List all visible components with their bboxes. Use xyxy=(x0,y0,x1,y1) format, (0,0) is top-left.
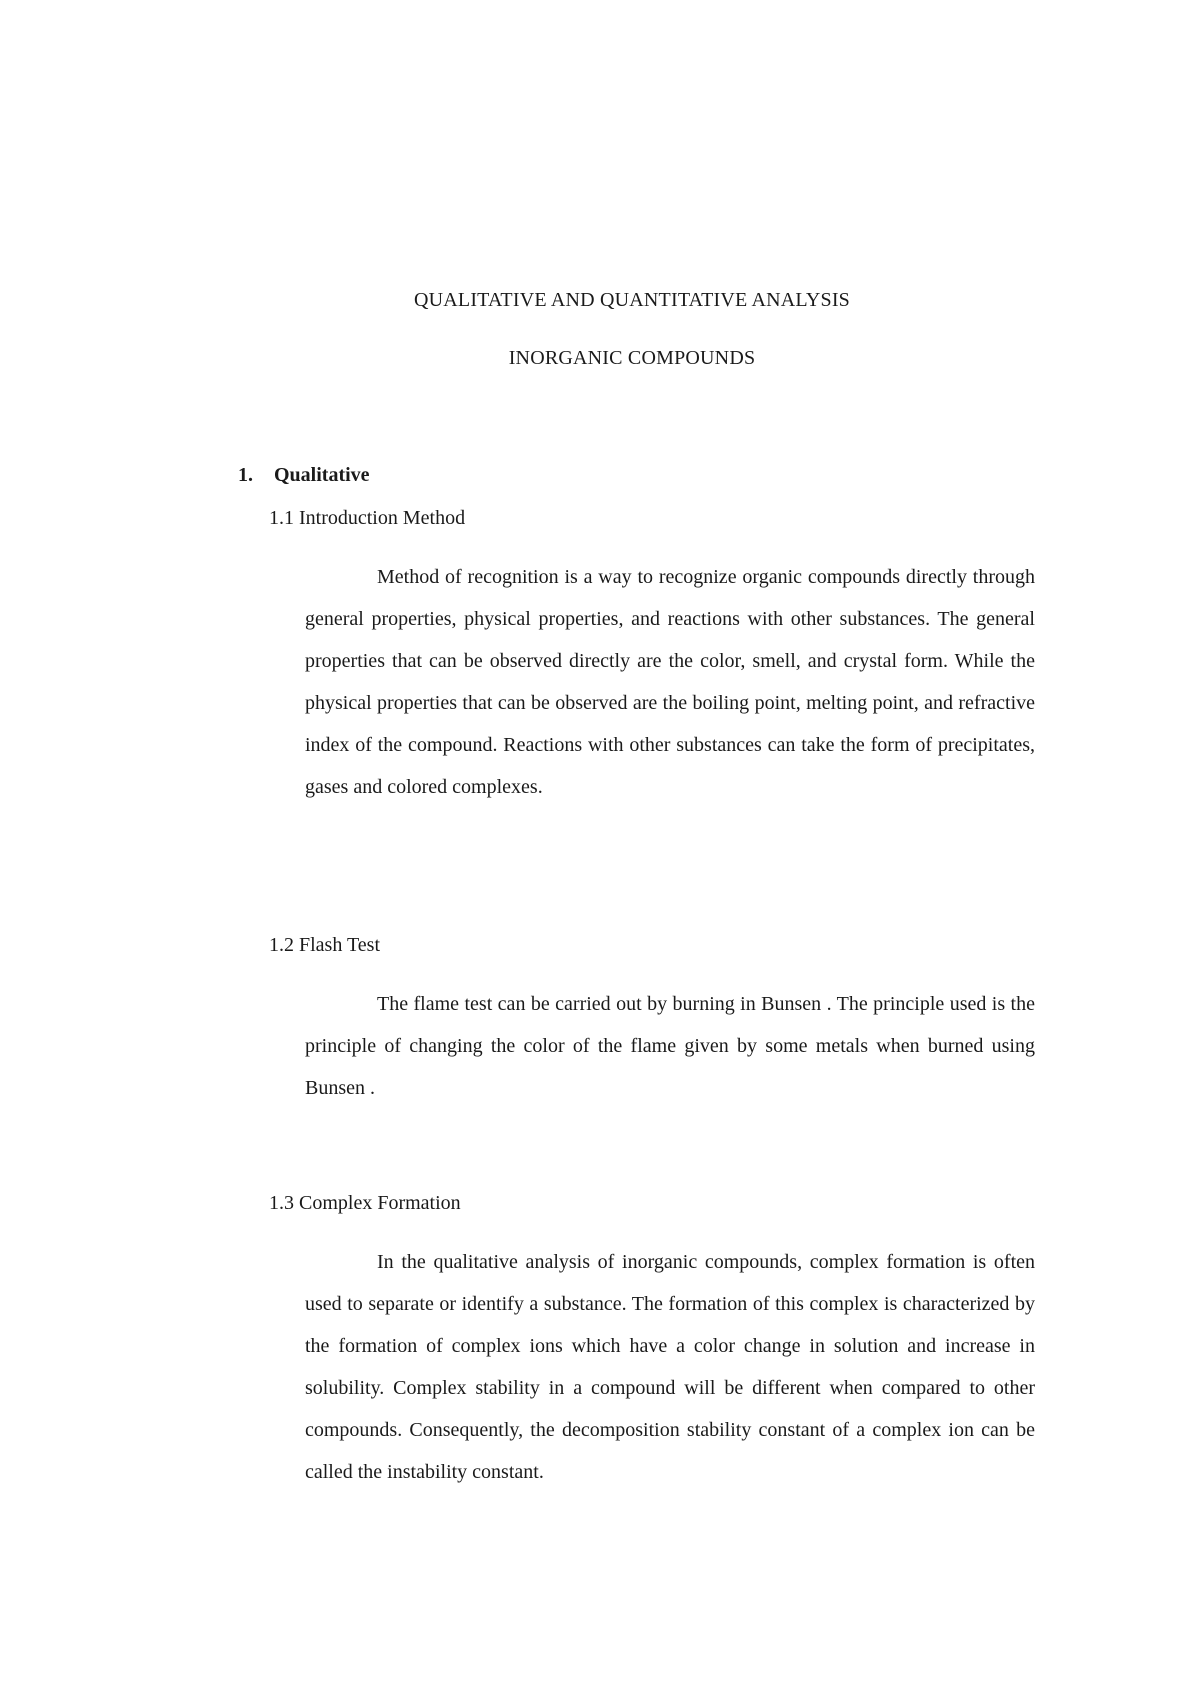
paragraph-introduction-method: Method of recognition is a way to recognize organic compounds directly through general properties, physical properties, and reactions with other substances. The general properties that can be observed directly are the color, smell, and crystal form. While the physical properties that can be observed are the boiling point, melting point, and refractive index of the compound. Reactions with other substances can take the form of precipitates, gases and colored complexes. xyxy=(305,566,1035,798)
document-subtitle: INORGANIC COMPOUNDS xyxy=(508,347,756,369)
subsection-heading-flash-test: 1.2 Flash Test xyxy=(269,934,381,956)
section-title: Qualitative xyxy=(274,464,370,486)
paragraph-complex-formation: In the qualitative analysis of inorganic compounds, complex formation is often used to separate or identify a substance. The formation of this complex is characterized by the formation of complex ions which have a color change in solution and increase in solubility. Complex stability in a compound will be different when compared to other compounds. Consequently, the decomposition stability constant of a complex ion can be called the instability constant. xyxy=(305,1251,1035,1483)
subsection-heading-introduction-method: 1.1 Introduction Method xyxy=(269,507,466,529)
paragraph-flash-test: The flame test can be carried out by burning in Bunsen . The principle used is the principle of changing the color of the flame given by some metals when burned using Bunsen . xyxy=(305,993,1035,1099)
section-heading-qualitative xyxy=(238,464,370,487)
subsection-heading-complex-formation: 1.3 Complex Formation xyxy=(269,1192,461,1214)
section-number: 1. xyxy=(238,464,253,486)
document-title: QUALITATIVE AND QUANTITATIVE ANALYSIS xyxy=(413,289,851,311)
